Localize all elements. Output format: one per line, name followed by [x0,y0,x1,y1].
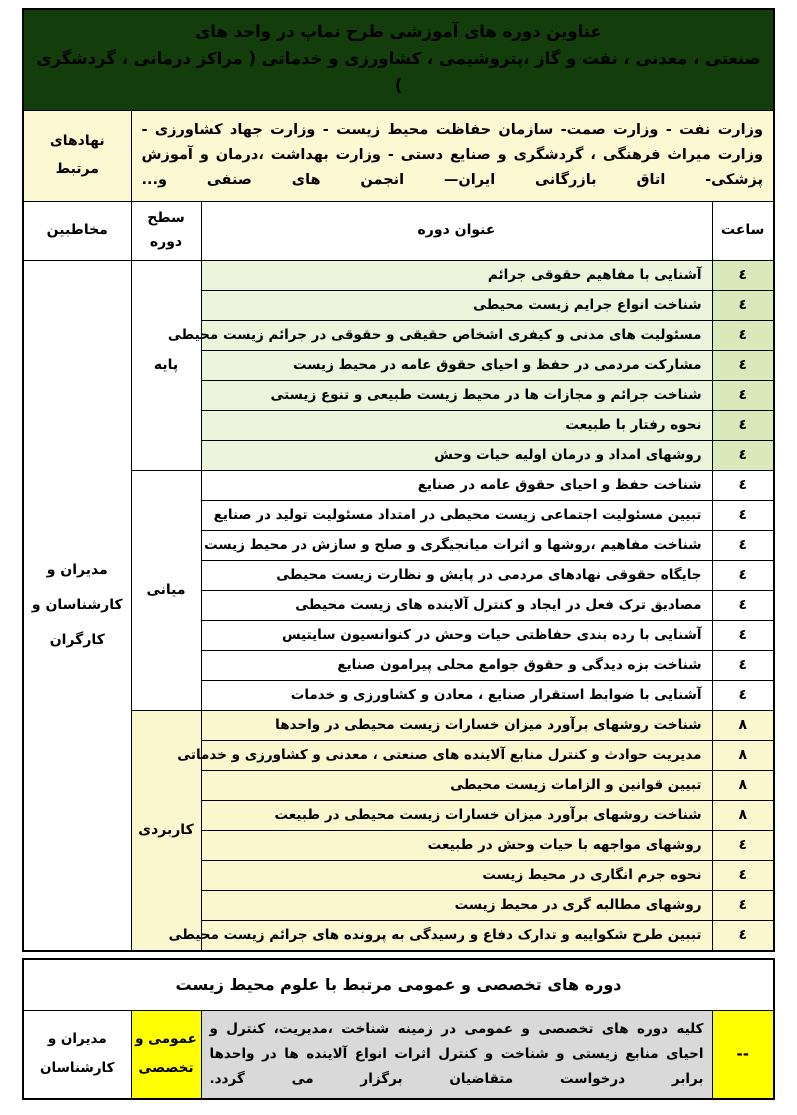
cell-hours: ٤ [712,890,774,920]
section2-level: عمومی و تخصصی [131,1010,201,1098]
table-row [23,260,774,290]
cell-hours: ٨ [712,740,774,770]
cell-course-title: شناخت انواع جرایم زیست محیطی [201,290,712,320]
specialized-general-table [22,958,775,1100]
column-header-audience: مخاطبین [23,201,131,260]
section2-description: کلیه دوره های تخصصی و عمومی در زمینه شناخت ،مدیریت، کنترل و احیای منابع زیستی و شناخت و کنترل اثرات انواع آلاینده ها در واحدها برابر درخواست متقاضیان برگزار می گردد. [201,1010,712,1098]
cell-hours: ٨ [712,710,774,740]
section2-content-row [23,1010,774,1098]
cell-hours: ٤ [712,830,774,860]
cell-hours: ٤ [712,920,774,951]
cell-course-title: مشارکت مردمی در حفظ و احیای حقوق عامه در محیط زیست [201,350,712,380]
cell-course-title: روشهای مطالبه گری در محیط زیست [201,890,712,920]
cell-course-title: جایگاه حقوقی نهادهای مردمی در پایش و نظارت زیست محیطی [201,560,712,590]
page-title [23,9,774,110]
cell-hours: ٤ [712,470,774,500]
cell-course-title: روشهای مواجهه با حیات وحش در طبیعت [201,830,712,860]
cell-course-title: تببین طرح شکواییه و تدارک دفاع و رسیدگی به پرونده های جرائم زیست محیطی [201,920,712,951]
cell-course-title: مصادیق ترک فعل در ایجاد و کنترل آلاینده های زیست محیطی [201,590,712,620]
cell-course-title: شناخت مفاهیم ،روشها و اثرات میانجیگری و صلح و سازش در محیط زیست [201,530,712,560]
banner-row [23,9,774,110]
institutions-text: وزارت نفت - وزارت صمت- سازمان حفاظت محیط زیست - وزارت جهاد کشاورزی - وزارت میراث فرهنگی ، گردشگری و صنایع دستی - وزارت بهداشت ،درمان و آموزش پزشکی- اتاق بازرگانی ایران— انجمن های صنفی و... [131,110,774,201]
cell-level-intermediate: میانی [131,470,201,710]
cell-course-title: مدیریت حوادث و کنترل منابع آلاینده های صنعتی ، معدنی و کشاورزی و خدماتی [201,740,712,770]
cell-hours: ٤ [712,410,774,440]
table-row [23,710,774,740]
cell-hours: ٤ [712,260,774,290]
cell-hours: ٤ [712,590,774,620]
nemap-course-table [22,8,775,952]
cell-course-title: شناخت روشهای برآورد میزان خسارات زیست محیطی در طبیعت [201,800,712,830]
cell-hours: ٨ [712,800,774,830]
cell-audience-main: مدیران و کارشناسان و کارگران [23,260,131,951]
cell-course-title: شناخت حفظ و احیای حقوق عامه در صنایع [201,470,712,500]
cell-hours: ٤ [712,560,774,590]
cell-hours: ٤ [712,290,774,320]
cell-course-title: شناخت روشهای برآورد میزان خسارات زیست محیطی در واحدها [201,710,712,740]
table-row [23,470,774,500]
banner-line-2: صنعتی ، معدنی ، نفت و گاز ،پتروشیمی ، کشاورزی و خدماتی ( مراکز درمانی ، گردشگری ) [36,49,761,96]
cell-course-title: آشنایی با رده بندی حفاظتی حیات وحش در کنوانسیون سایتیس [201,620,712,650]
cell-course-title: نحوه رفتار با طبیعت [201,410,712,440]
cell-course-title: آشنایی با مفاهیم حقوقی جرائم [201,260,712,290]
cell-hours: ٨ [712,770,774,800]
cell-course-title: تبیین مسئولیت اجتماعی زیست محیطی در امتداد مسئولیت تولید در صنایع [201,500,712,530]
institutions-row [23,110,774,201]
cell-hours: ٤ [712,500,774,530]
cell-course-title: نحوه جرم انگاری در محیط زیست [201,860,712,890]
cell-hours: ٤ [712,650,774,680]
column-header-row [23,201,774,260]
section2-hours: -- [712,1010,774,1098]
cell-course-title: شناخت بزه دیدگی و حقوق جوامع محلی پیرامون صنایع [201,650,712,680]
cell-hours: ٤ [712,350,774,380]
column-header-hours: ساعت [712,201,774,260]
section2-heading-row [23,959,774,1011]
column-header-title: عنوان دوره [201,201,712,260]
cell-course-title: شناخت جرائم و مجازات ها در محیط زیست طبیعی و تنوع زیستی [201,380,712,410]
cell-course-title: تبیین قوانین و الزامات زیست محیطی [201,770,712,800]
cell-hours: ٤ [712,860,774,890]
section2-audience: مدیران و کارشناسان [23,1010,131,1098]
cell-level-basic: پایه [131,260,201,470]
cell-level-applied: کاربردی [131,710,201,951]
section2-heading: دوره های تخصصی و عمومی مرتبط با علوم محیط زیست [23,959,774,1011]
cell-course-title: آشنایی با ضوابط استقرار صنایع ، معادن و کشاورزی و خدمات [201,680,712,710]
column-header-level: سطح دوره [131,201,201,260]
cell-hours: ٤ [712,380,774,410]
banner-line-1: عناوین دوره های آموزشی طرح نماپ در واحد های [195,22,602,41]
cell-hours: ٤ [712,320,774,350]
cell-hours: ٤ [712,530,774,560]
institutions-label: نهادهای مرتبط [23,110,131,201]
cell-hours: ٤ [712,680,774,710]
cell-hours: ٤ [712,620,774,650]
cell-course-title: مسئولیت های مدنی و کیفری اشخاص حقیقی و حقوقی در جرائم زیست محیطی [201,320,712,350]
cell-hours: ٤ [712,440,774,470]
cell-course-title: روشهای امداد و درمان اولیه حیات وحش [201,440,712,470]
